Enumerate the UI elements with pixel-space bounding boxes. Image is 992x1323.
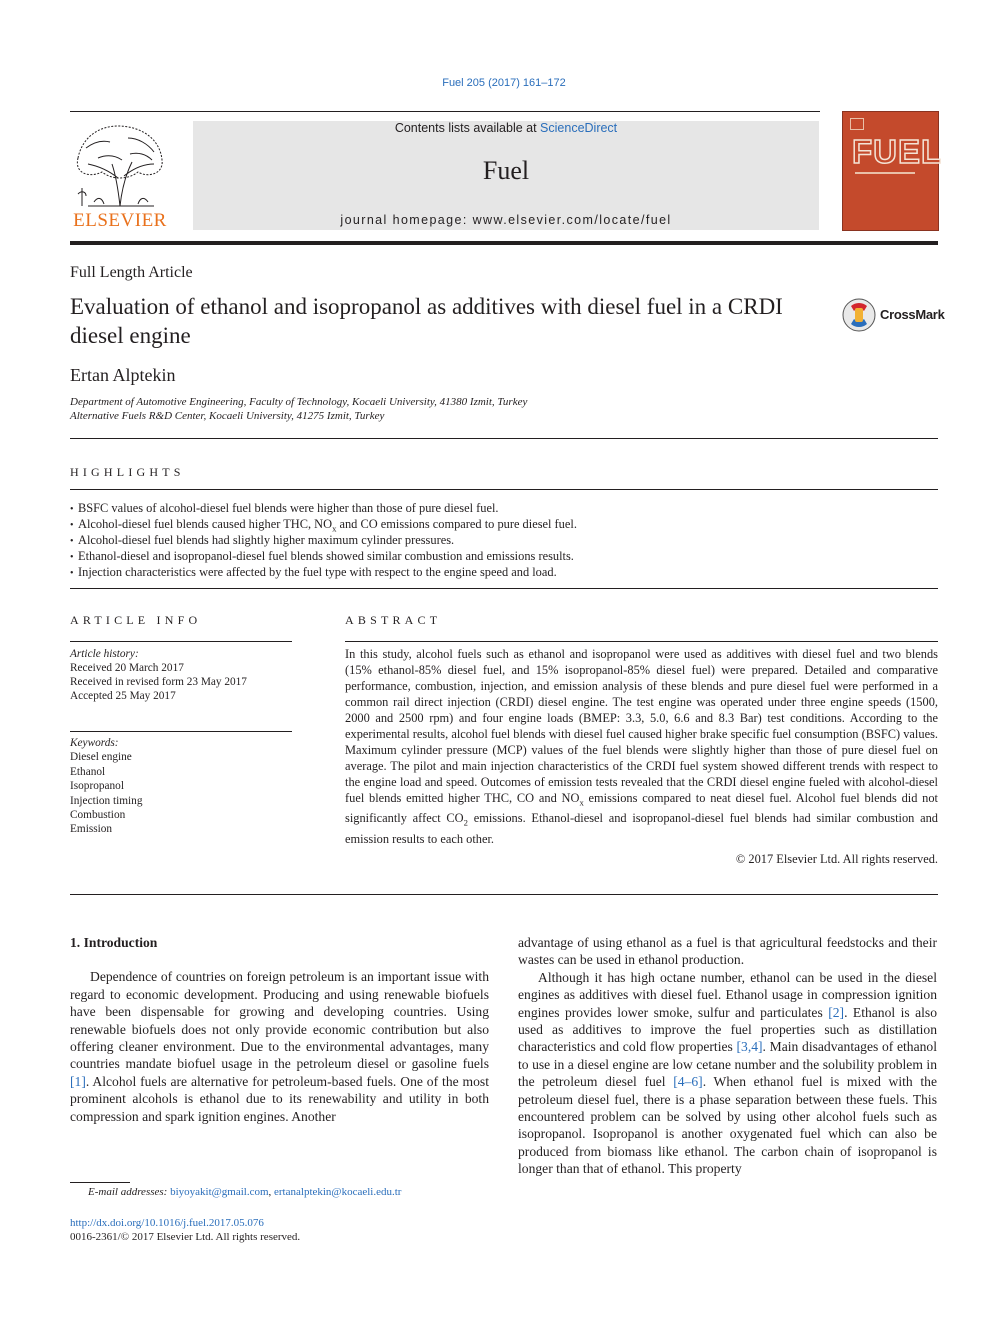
keyword: Combustion bbox=[70, 809, 126, 822]
article-title: Evaluation of ethanol and isopropanol as additives with diesel fuel in a CRDI diesel engine bbox=[70, 294, 783, 348]
highlights-heading: HIGHLIGHTS bbox=[70, 465, 185, 479]
article-history bbox=[70, 647, 247, 703]
divider bbox=[70, 731, 292, 732]
divider bbox=[70, 489, 938, 490]
history-entry: Accepted 25 May 2017 bbox=[70, 690, 176, 702]
contents-prefix: Contents lists available at bbox=[394, 121, 541, 135]
keyword: Diesel engine bbox=[70, 751, 132, 764]
cover-emblem bbox=[850, 118, 864, 130]
section-heading: 1. Introduction bbox=[70, 935, 158, 950]
citation-link[interactable]: [4–6] bbox=[673, 1074, 703, 1090]
abstract-text: In this study, alcohol fuels such as ethanol and isopropanol were used as additives with diesel fuel and two blends (15% ethanol-85% diesel fuel, and 15% isopropanol-85% diesel fuel) were prepared. Detailed and comparative performance, combustion, injection, and emission analysis of these blends and pure diesel fuel were performed in a common rail direct injection (CRDI) diesel engine. The test engine was operated under three engine speeds (1500, 2000 and 2500 rpm) and four engine loads (BMEP: 3.3, 5.0, 6.6 and 8.3 Bar) test conditions. According to the experimental results, alcohol fuel blends with diesel fuel caused higher brake specific fuel consumption (BSFC) values. Maximum cylinder pressure (MCP) values of the fuel blends were slightly higher than those of pure diesel fuel on average. The pilot and main injection characteristics of the CRDI fuel system showed different trends with respect to the engine load and speed. Outcomes of emission tests revealed that the CRDI diesel engine fueled with alcohol-diesel fuel blends emitted higher THC, CO and $NO_x$ emissions compared to neat diesel fuel. Alcohol fuel blends did not significantly affect $CO_2$ emissions. Ethanol-diesel and isopropanol-diesel fuel blends had similar combustion and emission results to each other. bbox=[345, 647, 938, 846]
divider bbox=[345, 641, 938, 642]
crossmark-icon bbox=[842, 297, 876, 333]
sciencedirect-link[interactable]: ScienceDirect bbox=[540, 121, 618, 135]
body-paragraph: Although it has high octane number, ethanol can be used in the diesel engines as additives with diesel fuel. Ethanol usage in compression ignition engines provides lower smoke, sulfur and particulates [2]. Ethanol is also used as additives to improve the fuel properties such as distillation characteristics and cold flow properties [3,4]. Main disadvantages of ethanol to use in a diesel engine are low cetane number and the solubility problem in the petroleum diesel fuel [4–6]. When ethanol fuel is mixed with the petroleum diesel fuel, there is a phase separation between these fuels. This encountered problem can be solved by using other alcohol fuels such as isopropanol. Isopropanol is another oxygenated fuel which can also be produced from biomass like ethanol. The carbon chain of isopropanol is longer than that of ethanol. This property bbox=[518, 969, 938, 1177]
doi-link[interactable]: http://dx.doi.org/10.1016/j.fuel.2017.05.076 bbox=[70, 1217, 264, 1229]
highlight-item: • Alcohol-diesel fuel blends caused higher THC, $NO_x$ and CO emissions compared to pure diesel fuel. bbox=[70, 516, 938, 532]
keyword: Isopropanol bbox=[70, 780, 124, 793]
journal-cover-image[interactable] bbox=[842, 111, 943, 231]
divider bbox=[70, 894, 938, 895]
citation-link[interactable]: [2] bbox=[828, 1004, 845, 1020]
history-entry: Received 20 March 2017 bbox=[70, 662, 184, 674]
affiliation: Alternative Fuels R&D Center, Kocaeli University, 41275 Izmit, Turkey bbox=[70, 410, 385, 422]
email-footnote: E-mail addresses: biyoyakit@gmail.com, ertanalptekin@kocaeli.edu.tr bbox=[88, 1186, 402, 1198]
header-top-rule bbox=[70, 111, 820, 112]
keyword: Emission bbox=[70, 823, 113, 836]
journal-citation-link[interactable]: Fuel 205 (2017) 161–172 bbox=[442, 77, 566, 89]
keywords-label: Keywords: bbox=[70, 737, 119, 749]
affiliation: Department of Automotive Engineering, Faculty of Technology, Kocaeli University, 41380 Izmit, Turkey bbox=[70, 396, 528, 408]
citation-link[interactable]: [3,4] bbox=[736, 1039, 763, 1055]
contents-line bbox=[193, 121, 819, 135]
divider bbox=[70, 641, 292, 642]
divider bbox=[70, 588, 938, 589]
crossmark-button[interactable] bbox=[842, 297, 952, 335]
keyword: Injection timing bbox=[70, 794, 143, 807]
citation-link[interactable]: [1] bbox=[70, 1073, 86, 1089]
email-link[interactable]: ertanalptekin@kocaeli.edu.tr bbox=[274, 1186, 402, 1198]
body-paragraph: advantage of using ethanol as a fuel is that agricultural feedstocks and their wastes can be used in ethanol production. bbox=[518, 935, 937, 968]
highlight-item: • Alcohol-diesel fuel blends had slightly higher maximum cylinder pressures. bbox=[70, 532, 938, 548]
elsevier-wordmark: ELSEVIER bbox=[73, 210, 167, 231]
cover-subtitle-bar bbox=[855, 172, 915, 174]
highlights-list bbox=[70, 500, 938, 580]
journal-name: Fuel bbox=[482, 156, 530, 185]
issn-copyright: 0016-2361/© 2017 Elsevier Ltd. All rights reserved. bbox=[70, 1231, 301, 1243]
history-entry: Received in revised form 23 May 2017 bbox=[70, 676, 247, 688]
header-thick-rule bbox=[70, 241, 938, 245]
email-label: E-mail addresses: bbox=[88, 1186, 168, 1198]
body-paragraph: Dependence of countries on foreign petroleum is an important issue with regard to economic development. Producing and using renewable biofuels have been dispensable for growing and developing countries. Using renewable biofuels does not only provide economic contribution but also offering cleaner environment. Due to the environmental advantages, many countries mandate biofuel usage in the petroleum diesel or gasoline fuels [1]. Alcohol fuels are alternative for petroleum-based fuels. One of the most prominent alcohols is ethanol due to its renewability and utility in both compression and spark ignition engines. Another bbox=[70, 969, 489, 1124]
article-info-heading: ARTICLE INFO bbox=[70, 613, 202, 627]
crossmark-label: CrossMark bbox=[880, 307, 945, 322]
highlight-item: • BSFC values of alcohol-diesel fuel blends were higher than those of pure diesel fuel. bbox=[70, 500, 938, 516]
article-type: Full Length Article bbox=[70, 264, 193, 281]
keywords bbox=[70, 736, 142, 837]
journal-homepage[interactable]: journal homepage: www.elsevier.com/locate/fuel bbox=[340, 213, 672, 227]
cover-title: FUEL bbox=[852, 133, 943, 170]
body-column-left bbox=[70, 934, 489, 1125]
keyword: Ethanol bbox=[70, 765, 106, 778]
highlight-item: • Ethanol-diesel and isopropanol-diesel fuel blends showed similar combustion and emissions results. bbox=[70, 548, 938, 564]
body-column-right bbox=[518, 934, 937, 1178]
abstract-heading: ABSTRACT bbox=[345, 613, 442, 627]
divider bbox=[70, 438, 938, 439]
author-name[interactable]: Ertan Alptekin bbox=[70, 365, 176, 385]
highlight-item: • Injection characteristics were affected by the fuel type with respect to the engine speed and load. bbox=[70, 564, 938, 580]
email-link[interactable]: biyoyakit@gmail.com bbox=[170, 1186, 269, 1198]
history-label: Article history: bbox=[70, 648, 139, 660]
copyright: © 2017 Elsevier Ltd. All rights reserved. bbox=[735, 852, 938, 866]
footnote-rule bbox=[70, 1182, 130, 1183]
